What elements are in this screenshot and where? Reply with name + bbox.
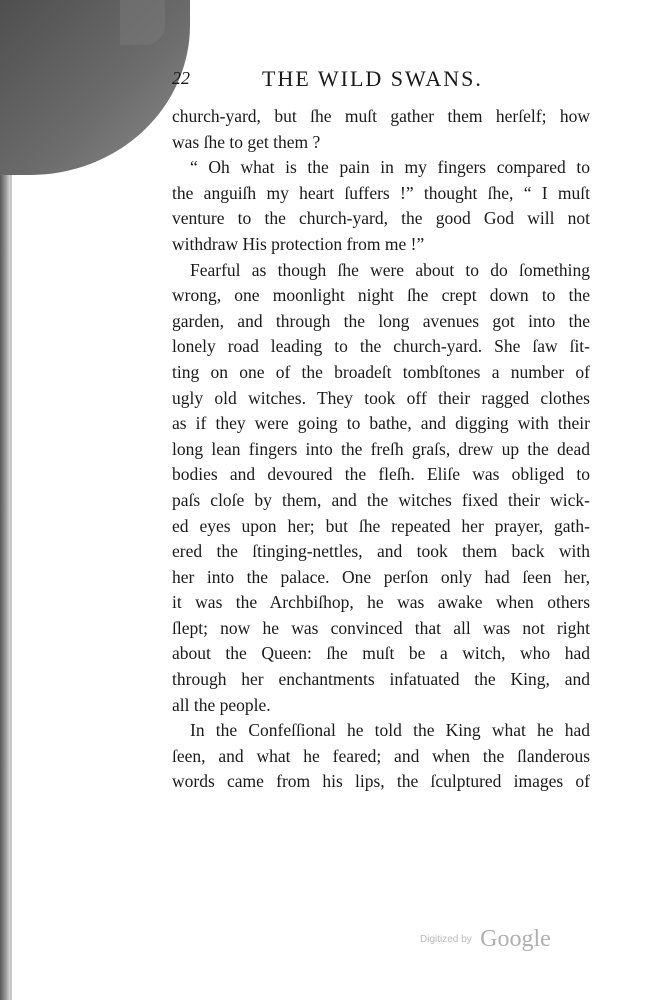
- text-line: it was the Archbiſhop, he was awake when others: [172, 592, 590, 613]
- text-line: ugly old witches. They took off their ragged clothes: [172, 387, 590, 408]
- text-line: ſlept; now he was convinced that all was not right: [172, 617, 590, 638]
- body-text: [172, 104, 590, 795]
- text-line: was ſhe to get them ?: [172, 131, 321, 152]
- text-line: “ Oh what is the pain in my fingers compared to: [190, 157, 590, 178]
- text-line: In the Confeſſional he told the King what he had: [190, 720, 590, 741]
- text-line: long lean fingers into the freſh graſs, drew up the dead: [172, 438, 590, 459]
- text-line: paſs cloſe by them, and the witches fixed their wick-: [172, 489, 590, 510]
- binding-line: [10, 170, 12, 1000]
- running-title: THE WILD SWANS.: [262, 66, 483, 91]
- page-number: 22: [172, 68, 190, 88]
- text-line: ſeen, and what he feared; and when the ſlanderous: [172, 745, 590, 766]
- text-line: Fearful as though ſhe were about to do ſomething: [190, 259, 590, 280]
- text-line: as if they were going to bathe, and digging with their: [172, 413, 590, 434]
- text-line: bodies and devoured the fleſh. Eliſe was obliged to: [172, 464, 590, 485]
- text-line: the anguiſh my heart ſuffers !” thought ſhe, “ I muſt: [172, 182, 590, 203]
- paragraph: [172, 155, 590, 257]
- google-watermark: [420, 926, 551, 953]
- watermark-prefix: Digitized by: [420, 934, 472, 945]
- text-line: words came from his lips, the ſculptured images of: [172, 771, 590, 792]
- text-line: lonely road leading to the church-yard. She ſaw ſit-: [172, 336, 590, 357]
- text-line: garden, and through the long avenues got into the: [172, 310, 590, 331]
- text-line: her into the palace. One perſon only had ſeen her,: [172, 566, 590, 587]
- text-line: ed eyes upon her; but ſhe repeated her prayer, gath-: [172, 515, 590, 536]
- text-line: venture to the church-yard, the good God will not: [172, 208, 590, 229]
- text-line: wrong, one moonlight night ſhe crept down to the: [172, 285, 590, 306]
- folded-corner-highlight: [120, 0, 165, 45]
- paragraph: [172, 258, 590, 719]
- page-header: [170, 66, 600, 96]
- paragraph: [172, 718, 590, 795]
- paragraph: [172, 104, 590, 155]
- text-line: withdraw His protection from me !”: [172, 233, 425, 254]
- text-line: about the Queen: ſhe muſt be a witch, who had: [172, 643, 590, 664]
- text-line: through her enchantments infatuated the King, and: [172, 669, 590, 690]
- google-logo: Google: [480, 926, 551, 952]
- text-line: all the people.: [172, 694, 271, 715]
- text-line: church-yard, but ſhe muſt gather them herſelf; how: [172, 106, 590, 126]
- text-line: ting on one of the broadeſt tombſtones a number of: [172, 361, 590, 382]
- text-line: ered the ſtinging-nettles, and took them back with: [172, 541, 590, 562]
